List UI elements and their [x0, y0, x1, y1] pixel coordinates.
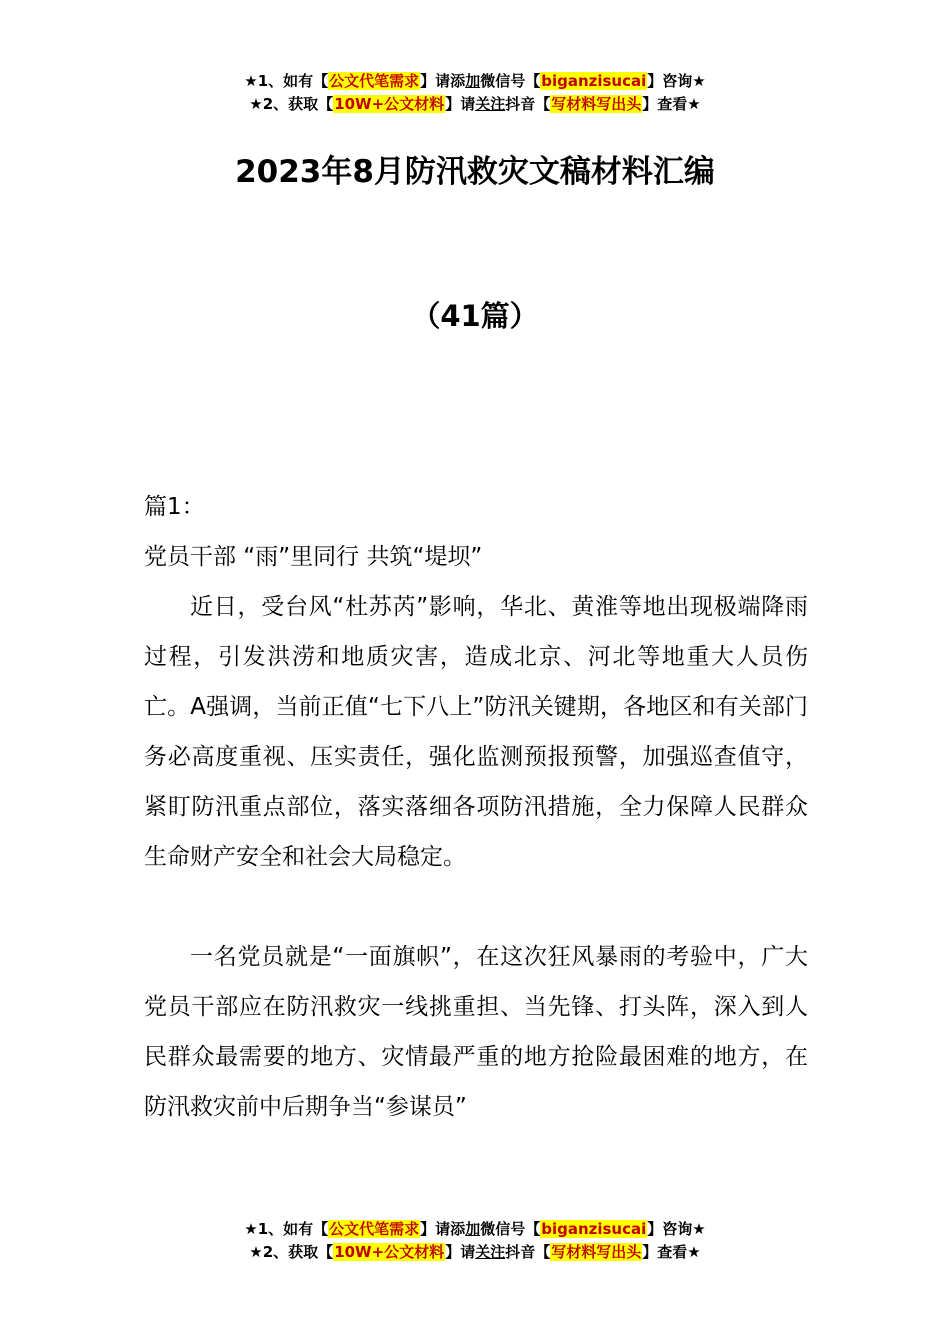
banner-highlight: 写材料写出头: [551, 95, 642, 113]
banner-text: 】请添: [420, 1220, 466, 1238]
document-title: 2023年8月防汛救灾文稿材料汇编: [235, 154, 715, 190]
article-title: 党员干部 “雨”里同行 共筑“堤坝”: [144, 544, 483, 570]
top-banner: [0, 70, 950, 116]
banner-highlight: 写材料写出头: [551, 1243, 642, 1261]
banner-highlight: 公文代笔需求: [329, 72, 420, 90]
banner-line-1: [0, 1218, 950, 1241]
banner-text: 抖音【: [505, 95, 551, 113]
banner-underline: 加: [465, 1220, 481, 1238]
banner-highlight: 10W+公文材料: [334, 1243, 445, 1261]
banner-line-1: [0, 70, 950, 93]
banner-text: ★2、获取【: [249, 95, 334, 113]
banner-line-2: [0, 93, 950, 116]
banner-highlight: 10W+公文材料: [334, 95, 445, 113]
banner-text: 】请: [445, 95, 476, 113]
banner-text: ★2、获取【: [249, 1243, 334, 1261]
banner-highlight: biganzisucai: [541, 1220, 647, 1238]
banner-text: 】请添: [420, 72, 466, 90]
banner-underline: 加: [465, 72, 481, 90]
banner-text: 】查看★: [642, 1243, 701, 1261]
paragraph-spacer: [144, 882, 808, 932]
banner-text: 微信号【: [480, 72, 541, 90]
banner-underline: 关注: [475, 1243, 506, 1261]
banner-text: 】咨询★: [647, 72, 706, 90]
banner-text: 】请: [445, 1243, 476, 1261]
document-subtitle: （41篇）: [411, 299, 539, 333]
bottom-banner: [0, 1218, 950, 1264]
banner-text: ★1、如有【: [244, 1220, 329, 1238]
section-label: 篇1：: [144, 494, 205, 520]
banner-text: ★1、如有【: [244, 72, 329, 90]
banner-text: 】咨询★: [647, 1220, 706, 1238]
banner-highlight: biganzisucai: [541, 72, 647, 90]
banner-line-2: [0, 1241, 950, 1264]
body-paragraph: 一名党员就是“一面旗帜”，在这次狂风暴雨的考验中，广大党员干部应在防汛救灾一线挑重担、当先锋、打头阵，深入到人民群众最需要的地方、灾情最严重的地方抢险最困难的地方，在防汛救灾前中后期争当“参谋员”: [144, 944, 808, 1120]
body-paragraph: 近日，受台风“杜苏芮”影响，华北、黄淮等地出现极端降雨过程，引发洪涝和地质灾害，造成北京、河北等地重大人员伤亡。A强调，当前正值“七下八上”防汛关键期，各地区和有关部门务必高度重视、压实责任，强化监测预报预警，加强巡查值守，紧盯防汛重点部位，落实落细各项防汛措施，全力保障人民群众生命财产安全和社会大局稳定。: [144, 594, 808, 870]
banner-text: 】查看★: [642, 95, 701, 113]
banner-highlight: 公文代笔需求: [329, 1220, 420, 1238]
banner-underline: 关注: [475, 95, 506, 113]
document-body: [144, 482, 808, 1132]
banner-text: 微信号【: [480, 1220, 541, 1238]
banner-text: 抖音【: [505, 1243, 551, 1261]
